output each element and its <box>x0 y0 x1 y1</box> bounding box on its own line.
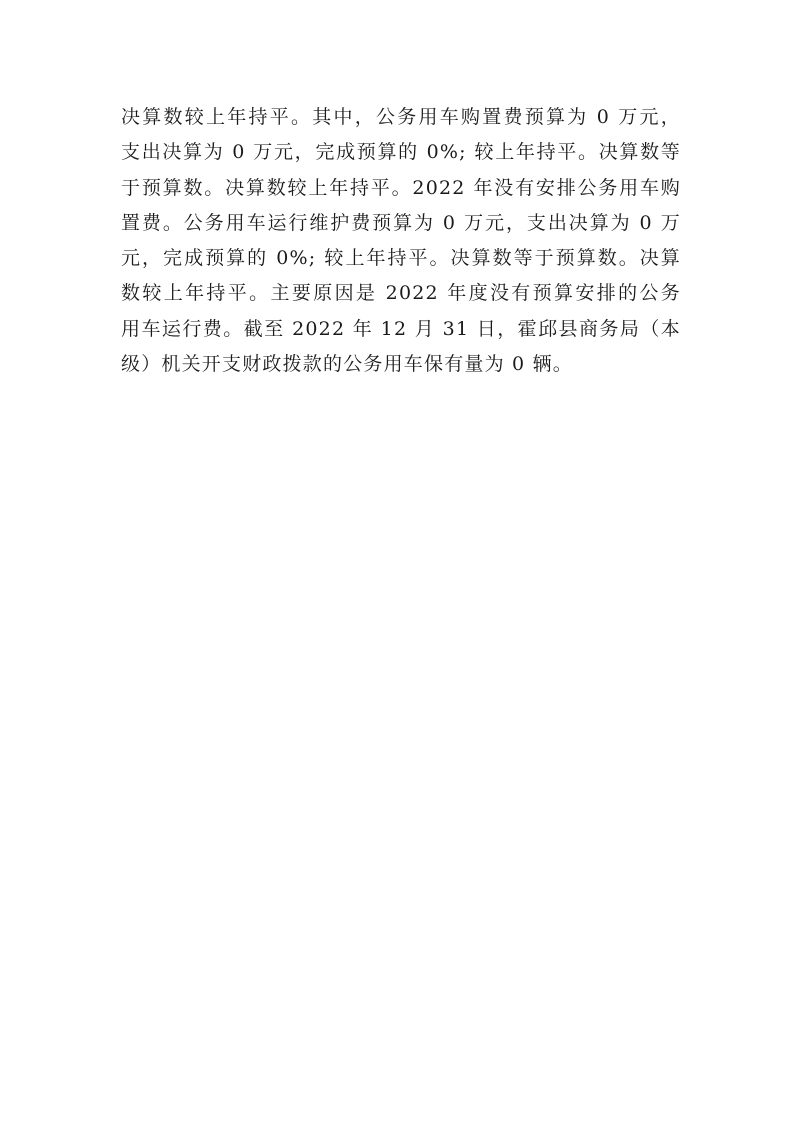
paragraph-line: 决算数较上年持平。其中，公务用车购置费预算为 0 万元， <box>121 106 681 128</box>
paragraph-line: 于预算数。决算数较上年持平。2022 年没有安排公务用车购 <box>121 176 681 199</box>
paragraph-line: 用车运行费。截至 2022 年 12 月 31 日，霍邱县商务局（本 <box>121 317 681 340</box>
paragraph-line: 置费。公务用车运行维护费预算为 0 万元，支出决算为 0 万 <box>121 211 681 234</box>
body-paragraph <box>121 100 681 382</box>
paragraph-line: 级）机关开支财政拨款的公务用车保有量为 0 辆。 <box>121 353 573 376</box>
paragraph-line: 数较上年持平。主要原因是 2022 年度没有预算安排的公务 <box>121 282 681 305</box>
paragraph-line: 支出决算为 0 万元，完成预算的 0%; 较上年持平。决算数等 <box>121 141 681 164</box>
paragraph-line: 元，完成预算的 0%; 较上年持平。决算数等于预算数。决算 <box>121 247 681 270</box>
